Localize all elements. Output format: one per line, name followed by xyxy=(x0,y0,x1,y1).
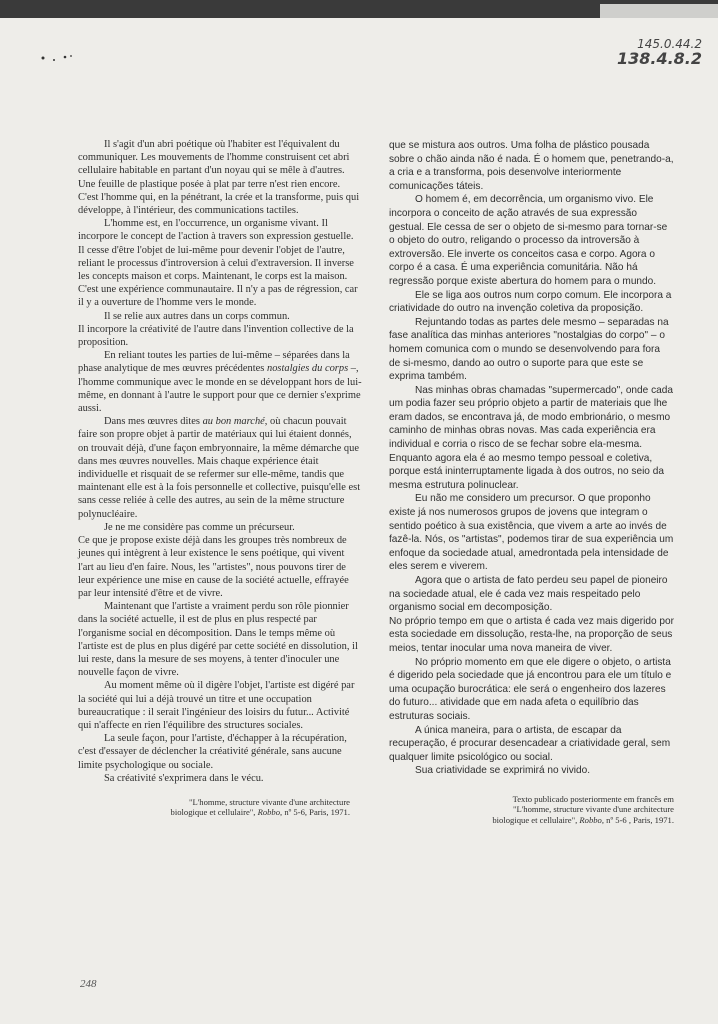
scan-specks xyxy=(40,52,80,64)
page-number: 248 xyxy=(80,978,97,990)
paragraph: Ele se liga aos outros num corpo comum. Ele incorpora a criatividade do outro na invenção coletiva da proposição. xyxy=(389,289,672,315)
text-run: biologique et cellulaire", xyxy=(492,814,578,825)
paragraph: A única maneira, para o artista, de escapar da recuperação, é procurar desencadear a criatividade geral, sem qualquer limite psicológico ou social. xyxy=(389,724,671,763)
paragraph: Au moment même où il digère l'objet, l'artiste est digéré par la société qui lui a déjà trouvé un titre et une occupation bureaucratique : il serait l'ingénieur des loisirs du futur... Activité qui n'affecte en rien l'équilibre des structures sociales. xyxy=(78,680,355,731)
paragraph: Il s'agit d'un abri poétique où l'habiter est l'équivalent du communiquer. Les mouvements de l'homme construisent cet abri cellulaire habitable en partant d'un noyau qui se mêle à d'autres. Une feuille de plastique posée à plat par terre n'est rien encore. C'est l'homme qui, en la pénétrant, la crée et la transforme, puis qui développe, à l'intérieur, des communications tactiles. xyxy=(78,139,360,217)
source-line: Texto publicado posteriormente em francês em xyxy=(512,793,674,804)
emphasized-title: au bon marché xyxy=(202,416,265,428)
paragraph xyxy=(78,349,362,415)
paragraph: Ce que je propose existe déjà dans les groupes très nombreux de jeunes qui intègrent à leur existence le sens poétique, qui vivent l'art au lieu d'en faire. Nous, les "artistes", nous pouvons tirer de leur expérience une mise en cause de la société actuelle, effrayée par leur intensité d'être et de vivre. xyxy=(78,535,349,599)
archive-stamp xyxy=(617,38,702,67)
scan-top-border xyxy=(0,0,718,18)
portuguese-text-column xyxy=(389,139,674,825)
text-run: , où chacun pouvait faire son propre objet à partir de matériaux qui lui étaient donnés, on trouvait déjà, d'une façon embryonnaire, la même démarche que dans mes œuvres nouvelles. Mais chaque expérience était individuelle et risquait de se refermer sur elle-même, tandis que maintenant elle est à la fois personnelle et collective, puisqu'elle est sans cesse reliée à celle des autres, au sein de la même structure polynucléaire. xyxy=(78,416,361,520)
paragraph: Il se relie aux autres dans un corps commun. xyxy=(104,310,290,322)
paragraph: Maintenant que l'artiste a vraiment perdu son rôle pionnier dans la société actuelle, il est de plus en plus respecté par l'organisme social en décomposition. Dans le temps même où l'artiste est de plus en plus digéré par cette société en dissolution, il lui reste, dans la mesure de ses moyens, à tenter d'inoculer une nouvelle façon de vivre. xyxy=(78,601,358,679)
text-run: , nº 5-6 , Paris, 1971. xyxy=(601,814,674,825)
paragraph: Sua criatividade se exprimirá no vivido. xyxy=(415,765,591,777)
source-citation xyxy=(78,797,362,818)
text-run: En reliant toutes les parties de lui-même – séparées dans la phase analytique de mes œuvres précédentes xyxy=(78,350,350,375)
text-run: biologique et cellulaire", xyxy=(170,807,256,818)
text-run: Dans mes œuvres dites xyxy=(104,416,200,428)
text-run: –, l'homme communique avec le monde en se développant hors de lui-même, en donnant à l'autre le support pour que ce dernier s'exprime aussi. xyxy=(78,363,362,415)
paragraph: No próprio tempo em que o artista é cada vez mais digerido por esta sociedade em dissolução, resta-lhe, na proporção de seus meios, tentar inocular uma nova maneira de viver. xyxy=(389,615,675,654)
paragraph: La seule façon, pour l'artiste, d'échapper à la récupération, c'est d'essayer de déclencher la créativité générale, sans aucune limite psychologique ou sociale. xyxy=(78,733,347,771)
archive-stamp-line2: 138.4.8.2 xyxy=(616,48,702,68)
scan-border-gap xyxy=(600,4,718,18)
source-citation xyxy=(389,794,674,826)
paragraph: No próprio momento em que ele digere o objeto, o artista é digerido pela sociedade que já encontrou para ele um título e uma ocupação burocrática: ele será o engenheiro dos lazeres do futuro... atividade que em nada afeta o equilíbrio das estruturas sociais. xyxy=(389,656,672,722)
paragraph: O homem é, em decorrência, um organismo vivo. Ele incorpora o conceito de ação através de sua expressão gestual. Ele cessa de ser o objeto de si-mesmo para tornar-se o objeto do outro, religando o processo da introversão à extroversão. Ele inverte os conceitos casa e corpo. Agora o corpo é a casa. É uma experiência comunitária. Não há regressão porque existe abertura do homem para o mundo. xyxy=(389,194,668,287)
paragraph: Il incorpore la créativité de l'autre dans l'invention collective de la proposition. xyxy=(78,323,354,349)
paragraph xyxy=(78,415,362,521)
paragraph: Eu não me considero um precursor. O que proponho existe já nos numerosos grupos de jovens que integram o sentido poético à sua existência, que vivem a arte ao invés de fazê-la. Nós, os "artistas", podemos tirar de sua experiência um enfoque da sociedade atual, amedrontada pela intensidade de eles serem e viverem. xyxy=(389,493,674,573)
emphasized-title: nostalgies du corps xyxy=(266,363,349,375)
french-text-column xyxy=(78,138,362,818)
paragraph: Nas minhas obras chamadas "supermercado", onde cada um podia fazer seu próprio objeto a partir de materiais que lhe eram dados, se encontrava já, de modo embrionário, o mesmo caminho de minhas obras novas. Mas cada experiência era individual e corria o risco de se fechar sobre ela-mesma. Enquanto agora ela é ao mesmo tempo pessoal e coletiva, porque está ininterruptamente ligada à dos outros, no seio da mesma estrutura polinuclear. xyxy=(389,384,673,491)
paragraph: Rejuntando todas as partes dele mesmo – separadas na fase analítica das minhas anteriores "nostalgias do corpo" – o homem comunica com o mundo se desenvolvendo para fora de si-mesmo, dando ao outro o suporte para que este se exprima também. xyxy=(389,316,669,383)
paragraph: Sa créativité s'exprimera dans le vécu. xyxy=(104,772,264,784)
source-line: "L'homme, structure vivante d'une architecture xyxy=(189,796,350,807)
paragraph: Je ne me considère pas comme un précurseur. xyxy=(104,521,295,533)
paragraph: que se mistura aos outros. Uma folha de plástico pousada sobre o chão ainda não é nada. É o homem que, penetrando-a, a cria e a transforma, pois desenvolve interiormente comunicações táteis. xyxy=(389,140,674,192)
source-line xyxy=(78,807,350,818)
paragraph: Agora que o artista de fato perdeu seu papel de pioneiro na sociedade atual, ele é cada vez mais respeitado pelo organismo social em decomposição. xyxy=(389,575,668,614)
source-line xyxy=(389,815,674,826)
archive-stamp-line1: 145.0.44.2 xyxy=(637,37,702,51)
journal-title: Robbo xyxy=(257,807,281,818)
document-page xyxy=(0,18,718,1024)
journal-title: Robbo xyxy=(579,814,602,825)
source-line: "L'homme, structure vivante d'une architecture xyxy=(513,804,674,815)
paragraph: L'homme est, en l'occurrence, un organisme vivant. Il incorpore le concept de l'action à travers son expression gestuelle. Il cesse d'être l'objet de lui-même pour devenir l'objet de l'autre, reliant le processus d'introversion à celui d'extraversion. Il inverse les concepts maison et corps. Maintenant, le corps est la maison. C'est une expérience communautaire. Il n'y a pas de régression, car il y a ouverture de l'homme vers le monde. xyxy=(78,218,358,309)
text-run: , nº 5-6, Paris, 1971. xyxy=(280,807,350,818)
